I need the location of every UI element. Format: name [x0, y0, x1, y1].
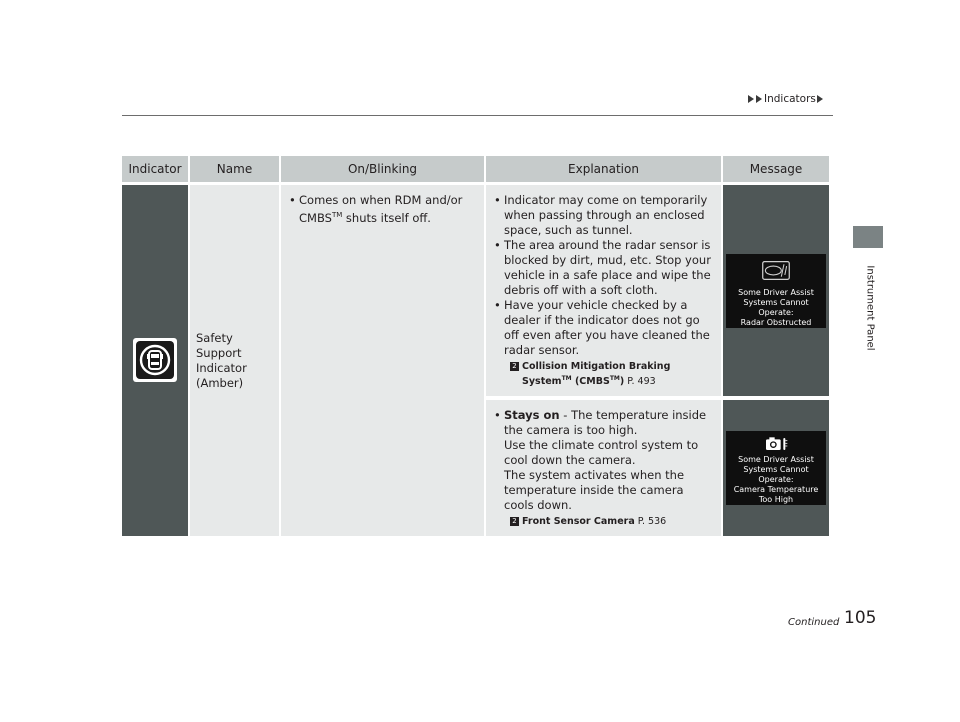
ref-page: P. 536: [634, 516, 667, 528]
reference-arrow-icon: 2: [510, 517, 519, 526]
on-blinking-item: [289, 193, 478, 226]
name-line: Indicator: [196, 360, 247, 375]
car-radar-icon: [135, 340, 175, 380]
breadcrumb: [748, 93, 824, 105]
explanation-item: • Have your vehicle checked by a dealer if the indicator does not go off even after you have cleaned the radar sensor.: [494, 298, 715, 358]
header-rule: [122, 115, 833, 116]
continued-label: Continued: [788, 617, 840, 628]
tm-mark: TM: [561, 375, 572, 382]
on-text: CMBS: [299, 210, 332, 225]
message-line: Too High: [758, 495, 794, 505]
indicator-cell: [122, 185, 188, 536]
ref-title: Front Sensor Camera: [522, 516, 635, 528]
message-line: Radar Obstructed: [740, 317, 812, 327]
on-text: shuts itself off.: [342, 210, 431, 225]
message-line: Some Driver Assist: [738, 455, 814, 465]
camera-temperature-icon: [758, 436, 794, 452]
on-text: Comes on when RDM and/or: [299, 193, 463, 207]
message-line: Some Driver Assist: [738, 287, 814, 297]
on-blinking-cell: [281, 185, 484, 536]
ref-title: (CMBS: [571, 376, 610, 388]
name-line: (Amber): [196, 375, 244, 390]
tm-mark: TM: [331, 211, 343, 219]
message-cell-1: [723, 185, 829, 396]
triangle-right-icon: [756, 95, 762, 103]
explanation-item: • The area around the radar sensor is blocked by dirt, mud, etc. Stop your vehicle in a safe place and wipe the debris off with a soft cloth.: [494, 238, 715, 298]
explanation-item: [494, 408, 715, 513]
indicator-table: [120, 156, 831, 536]
indicator-icon-box: [133, 338, 177, 382]
col-header-on-blinking: On/Blinking: [281, 156, 484, 182]
message-screen: [726, 254, 826, 328]
reference-arrow-icon: 2: [510, 362, 519, 371]
explanation-text: - The temperature inside the camera is too high.: [504, 408, 707, 438]
ref-title: ): [619, 376, 625, 388]
triangle-right-icon: [748, 95, 754, 103]
page-number: 105: [844, 608, 877, 628]
ref-title: System: [522, 376, 562, 388]
tm-mark: TM: [609, 375, 620, 382]
section-tab: [853, 226, 883, 248]
explanation-cell-1: [486, 185, 721, 396]
section-label: Instrument Panel: [864, 265, 876, 351]
page-reference[interactable]: [510, 516, 715, 528]
stays-on-label: Stays on: [504, 408, 560, 423]
explanation-text: Use the climate control system to cool down the camera.: [504, 438, 699, 468]
ref-page: P. 493: [624, 376, 656, 388]
explanation-cell-2: [486, 400, 721, 536]
breadcrumb-label: Indicators: [764, 93, 816, 105]
triangle-right-icon: [817, 95, 823, 103]
page-reference[interactable]: [510, 361, 715, 388]
radar-sensor-icon: [758, 259, 794, 282]
message-line: Systems Cannot Operate:: [743, 297, 809, 317]
message-line: Camera Temperature: [733, 485, 819, 495]
message-cell-2: [723, 400, 829, 536]
ref-title: Collision Mitigation Braking: [522, 361, 671, 372]
message-line: Systems Cannot Operate:: [743, 465, 809, 485]
col-header-message: Message: [723, 156, 829, 182]
col-header-name: Name: [190, 156, 279, 182]
col-header-explanation: Explanation: [486, 156, 721, 182]
explanation-text: The system activates when the temperature inside the camera cools down.: [504, 468, 685, 513]
indicator-name-cell: [190, 185, 279, 536]
explanation-item: • Indicator may come on temporarily when passing through an enclosed space, such as tunnel.: [494, 193, 715, 238]
message-screen: [726, 431, 826, 505]
col-header-indicator: Indicator: [122, 156, 188, 182]
name-line: Safety Support: [196, 330, 242, 360]
